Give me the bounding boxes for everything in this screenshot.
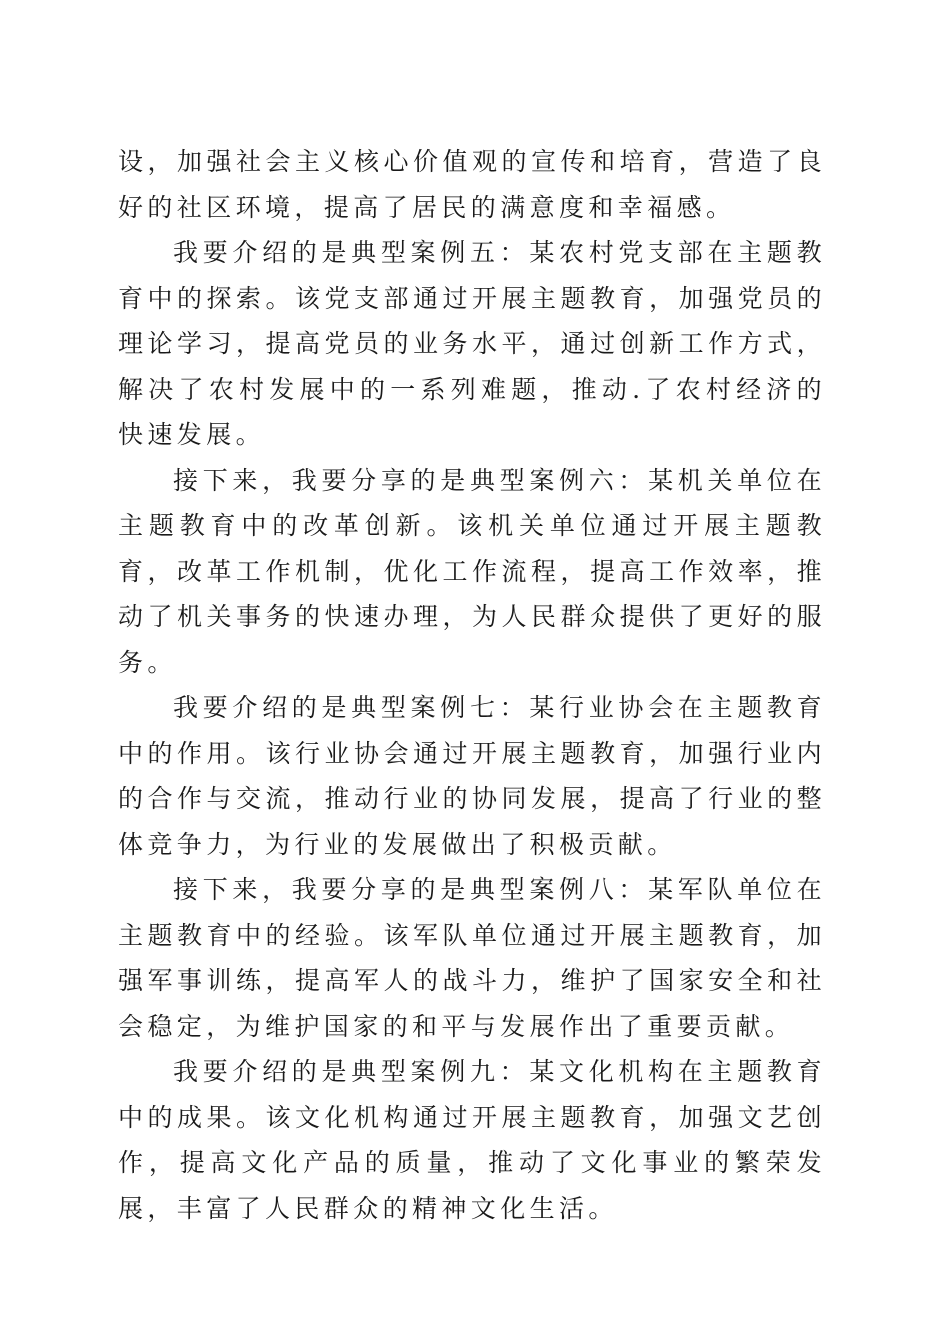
paragraph-case-six: 接下来，我要分享的是典型案例六：某机关单位在主题教育中的改革创新。该机关单位通过开展主题教育，改革工作机制，优化工作流程，提高工作效率，推动了机关事务的快速办理，为人民群众提供了更好的服务。 xyxy=(118,465,826,677)
paragraph-case-seven: 我要介绍的是典型案例七：某行业协会在主题教育中的作用。该行业协会通过开展主题教育，加强行业内的合作与交流，推动行业的协同发展，提高了行业的整体竞争力，为行业的发展做出了积极贡献。 xyxy=(118,693,826,859)
paragraph-continued: 设，加强社会主义核心价值观的宣传和培育，营造了良好的社区环境，提高了居民的满意度和幸福感。 xyxy=(118,147,826,222)
document-body xyxy=(118,139,826,1231)
paragraph-case-eight: 接下来，我要分享的是典型案例八：某军队单位在主题教育中的经验。该军队单位通过开展主题教育，加强军事训练，提高军人的战斗力，维护了国家安全和社会稳定，为维护国家的和平与发展作出了重要贡献。 xyxy=(118,875,826,1041)
paragraph-case-nine: 我要介绍的是典型案例九：某文化机构在主题教育中的成果。该文化机构通过开展主题教育，加强文艺创作，提高文化产品的质量，推动了文化事业的繁荣发展，丰富了人民群众的精神文化生活。 xyxy=(118,1057,826,1223)
paragraph-case-five: 我要介绍的是典型案例五：某农村党支部在主题教育中的探索。该党支部通过开展主题教育，加强党员的理论学习，提高党员的业务水平，通过创新工作方式，解决了农村发展中的一系列难题，推动.了农村经济的快速发展。 xyxy=(118,238,826,449)
